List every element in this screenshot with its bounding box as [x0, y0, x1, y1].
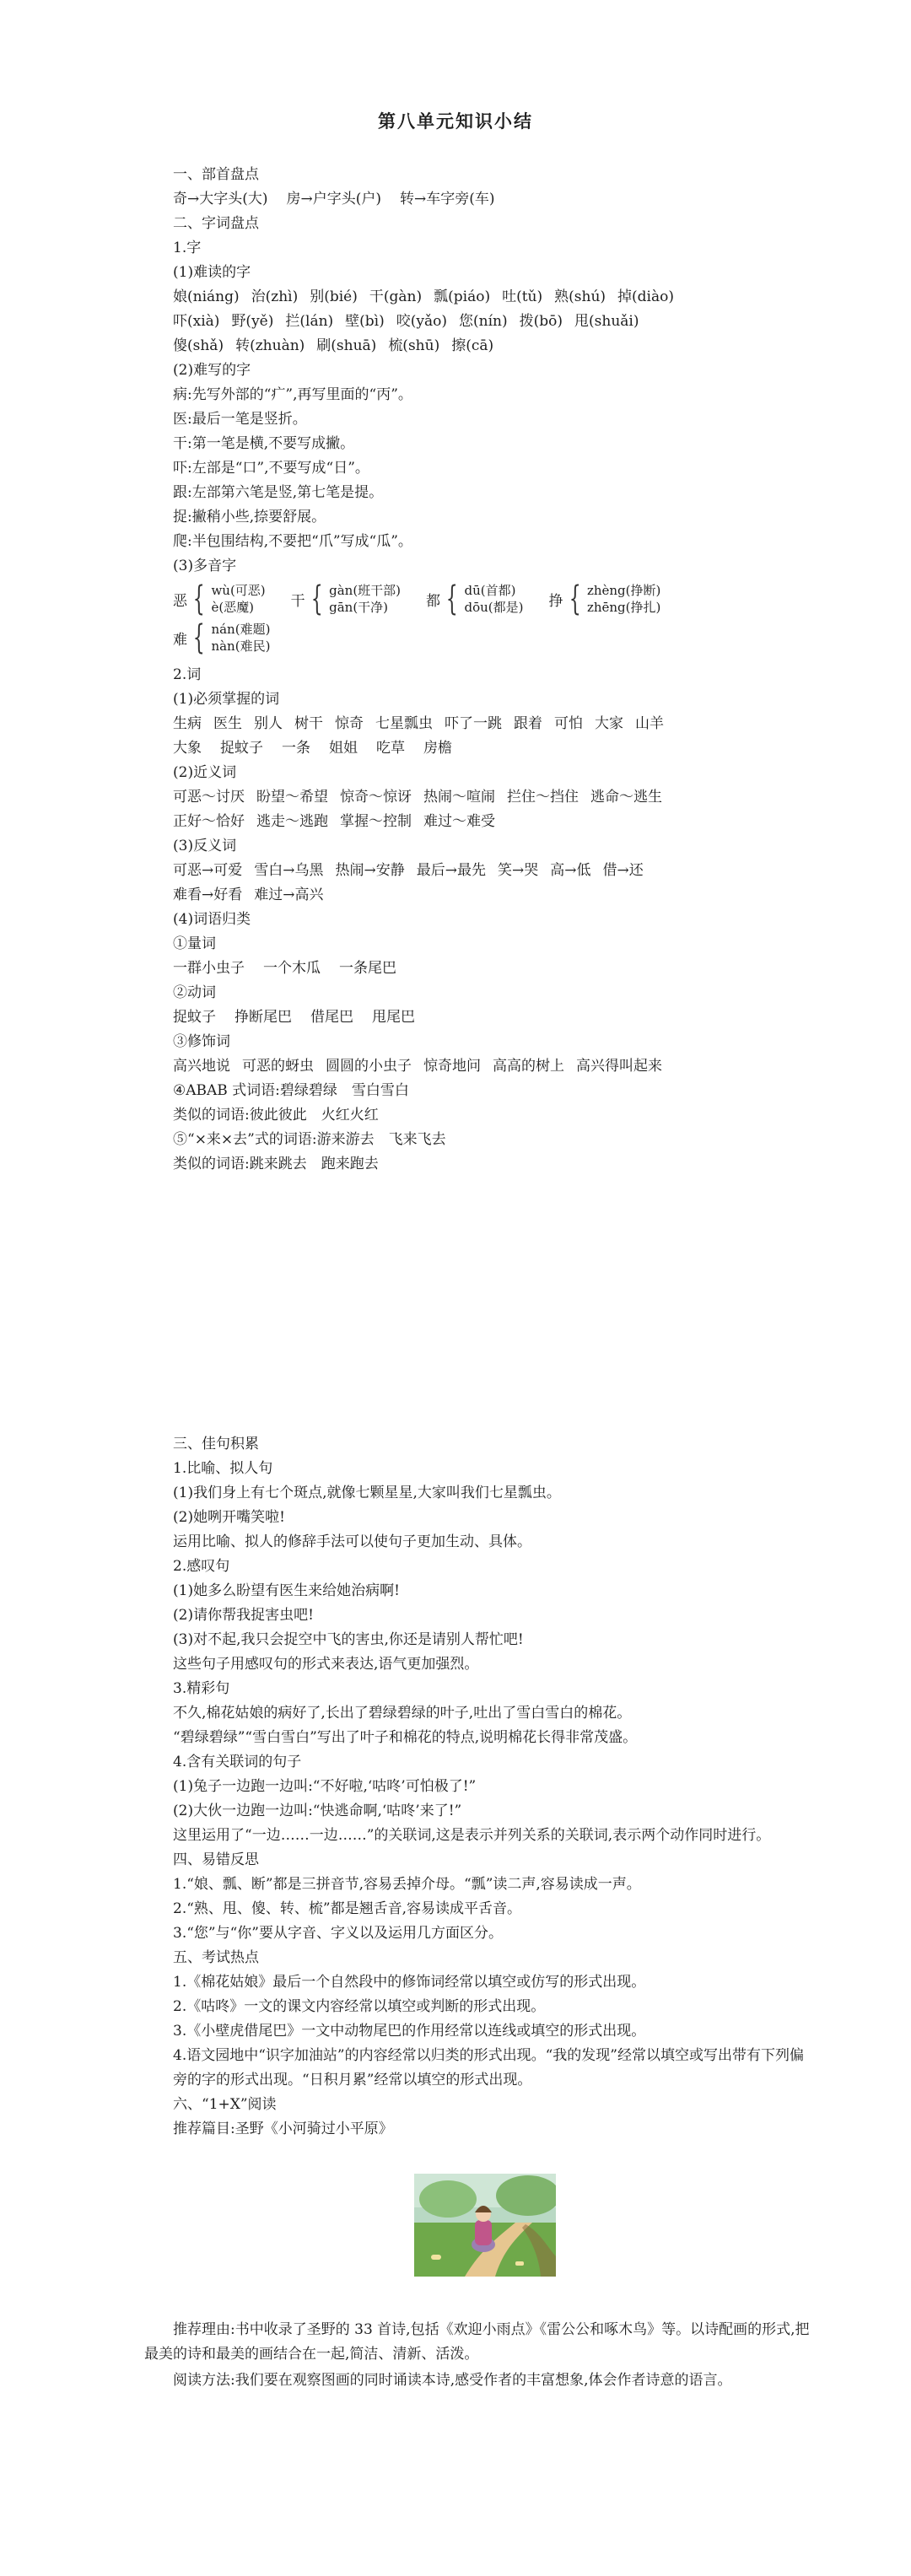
hard-read-char: 吓(xià): [173, 313, 220, 330]
antonym-pair: 最后→最先: [416, 862, 486, 879]
verb-word: 捉蚊子: [173, 1009, 216, 1026]
hard-write-line: 爬:半包围结构,不要把“爪”写成“瓜”。: [173, 533, 412, 550]
modifier-heading: ③修饰词: [173, 1033, 230, 1050]
antonym-pair: 高→低: [550, 862, 591, 879]
reason-paragraph: [144, 2318, 814, 2367]
must-word: 医生: [213, 715, 242, 732]
must-word: 可怕: [554, 715, 583, 732]
hard-read-char: 拦(lán): [285, 313, 334, 330]
measure-word-heading: ①量词: [173, 935, 216, 952]
hard-read-char: 熟(shú): [554, 288, 606, 305]
synonym-pair: 难过～难受: [423, 813, 495, 830]
hard-read-char: 干(gàn): [369, 288, 423, 305]
zi-heading: 1.字: [173, 240, 202, 256]
conjunction-paragraph-text: 这里运用了“一边……一边……”的关联词,这是表示并列关系的关联词,表示两个动作同时进行。: [173, 1827, 771, 1844]
ci-heading: 2.词: [173, 666, 202, 683]
antonym-pair: 热闹→安静: [335, 862, 405, 879]
must-word: 生病: [173, 715, 202, 732]
hard-read-char: 傻(shǎ): [173, 337, 224, 354]
hard-read-char: 吐(tǔ): [502, 288, 543, 305]
hard-read-row: [173, 310, 814, 334]
hard-write-line: 病:先写外部的“疒”,再写里面的“丙”。: [173, 386, 412, 403]
must-word: 树干: [294, 715, 323, 732]
conjunction-heading: 4.含有关联词的句子: [173, 1754, 302, 1770]
synonym-pair: 掌握～控制: [340, 813, 412, 830]
must-word: 一条: [282, 740, 310, 757]
brace-icon: {: [310, 579, 323, 618]
page-title: 第八单元知识小结: [378, 110, 533, 132]
modifier-word: 高兴地说: [173, 1058, 230, 1075]
sentence-line: (3)对不起,我只会捉空中飞的害虫,你还是请别人帮忙吧!: [173, 1631, 524, 1648]
must-word: 大家: [595, 715, 623, 732]
polyphone-reading: è(恶魔): [211, 600, 255, 615]
polyphone-reading: gàn(班干部): [329, 583, 402, 598]
hard-write-line: 吓:左部是“口”,不要写成“日”。: [173, 460, 369, 477]
abab-line: ④ABAB 式词语:碧绿碧绿 雪白雪白: [173, 1082, 409, 1099]
must-word: 别人: [254, 715, 283, 732]
verb-row: [173, 1005, 814, 1030]
verb-word: 借尾巴: [310, 1009, 353, 1026]
reason-text: 推荐理由:书中收录了圣野的 33 首诗,包括《欢迎小雨点》《雷公公和啄木鸟》等。以诗配画的形式,把最美的诗和最美的画结合在一起,简洁、清新、活泼。: [144, 2321, 810, 2363]
synonym-pair: 逃走～逃跑: [256, 813, 328, 830]
xlxq-line: ⑤“×来×去”式的词语:游来游去 飞来飞去: [173, 1131, 446, 1148]
polyphone-reading: zhèng(挣断): [586, 583, 661, 598]
must-word: 房檐: [423, 740, 452, 757]
radical-item: 房→户字头(户): [286, 191, 382, 207]
must-word: 七星瓢虫: [375, 715, 433, 732]
section-vocab: [173, 163, 814, 1177]
conjunction-paragraph: [144, 1824, 811, 1848]
section-4-heading: 四、易错反思: [173, 1851, 259, 1868]
sentence-line: “碧绿碧绿”“雪白雪白”写出了叶子和棉花的特点,说明棉花长得非常茂盛。: [173, 1729, 638, 1746]
hard-read-char: 刷(shuā): [316, 337, 377, 354]
book-illustration: [414, 2174, 556, 2277]
hard-read-char: 咬(yǎo): [396, 313, 448, 330]
synonym-heading: (2)近义词: [173, 764, 237, 781]
hard-read-row: [173, 334, 814, 358]
hard-read-char: 掉(diào): [617, 288, 674, 305]
sentence-line: (1)我们身上有七个斑点,就像七颗星星,大家叫我们七星瓢虫。: [173, 1485, 561, 1501]
hard-read-char: 壁(bì): [345, 313, 385, 330]
hard-write-line: 医:最后一笔是竖折。: [173, 411, 307, 428]
polyphone-char: 干: [290, 592, 305, 610]
synonym-pair: 逃命～逃生: [590, 789, 662, 806]
polyphone-reading: dū(首都): [464, 583, 516, 598]
modifier-word: 惊奇地问: [423, 1058, 481, 1075]
brace-icon: {: [569, 579, 581, 618]
sentence-line: (2)大伙一边跑一边叫:“快逃命啊,‘咕咚’来了!”: [173, 1803, 462, 1819]
exam-line: 3.《小壁虎借尾巴》一文中动物尾巴的作用经常以连线或填空的形式出现。: [173, 2023, 646, 2040]
synonym-pair: 拦住～挡住: [507, 789, 579, 806]
fine-sentence-heading: 3.精彩句: [173, 1680, 230, 1697]
synonym-pair: 盼望～希望: [256, 789, 328, 806]
must-word: 大象: [173, 740, 202, 757]
brace-icon: {: [192, 618, 205, 657]
must-word: 吃草: [376, 740, 405, 757]
hard-write-line: 干:第一笔是横,不要写成撇。: [173, 435, 355, 452]
sentence-line: (1)她多么盼望有医生来给她治病啊!: [173, 1582, 400, 1599]
mistake-line: 2.“熟、甩、傻、转、梳”都是翘舌音,容易读成平舌音。: [173, 1900, 522, 1917]
antonym-pair: 难过→高兴: [254, 887, 324, 903]
synonym-pair: 热闹～喧闹: [423, 789, 495, 806]
modifier-word: 高高的树上: [493, 1058, 564, 1075]
synonym-row: [173, 785, 814, 810]
antonym-pair: 雪白→乌黑: [254, 862, 324, 879]
radical-item: 奇→大字头(大): [173, 191, 268, 207]
sentence-line: 不久,棉花姑娘的病好了,长出了碧绿碧绿的叶子,吐出了雪白雪白的棉花。: [173, 1705, 632, 1722]
antonym-pair: 可恶→可爱: [173, 862, 243, 879]
measure-word: 一个木瓜: [263, 960, 321, 977]
mistake-line: 1.“娘、瓢、断”都是三拼音节,容易丢掉介母。“瓢”读二声,容易读成一声。: [173, 1876, 641, 1893]
illustration-image: [414, 2174, 556, 2277]
hard-read-char: 拨(bō): [519, 313, 563, 330]
recommend-line: 推荐篇目:圣野《小河骑过小平原》: [173, 2121, 393, 2137]
must-row: [173, 736, 814, 761]
polyphone-char: 挣: [548, 592, 563, 610]
hard-read-char: 甩(shuǎi): [574, 313, 639, 330]
exam-line: 1.《棉花姑娘》最后一个自然段中的修饰词经常以填空或仿写的形式出现。: [173, 1974, 646, 1991]
synonym-pair: 惊奇～惊讶: [340, 789, 412, 806]
section-1-heading: 一、部首盘点: [173, 166, 259, 183]
hard-write-heading: (2)难写的字: [173, 362, 251, 379]
verb-word: 甩尾巴: [372, 1009, 415, 1026]
section-2-heading: 二、字词盘点: [173, 215, 259, 232]
mistake-line: 3.“您”与“你”要从字音、字义以及运用几方面区分。: [173, 1925, 503, 1942]
sentence-line: 运用比喻、拟人的修辞手法可以使句子更加生动、具体。: [173, 1533, 531, 1550]
polyphone-item: [290, 579, 402, 618]
antonym-pair: 难看→好看: [173, 887, 243, 903]
hard-write-line: 跟:左部第六笔是竖,第七笔是提。: [173, 484, 384, 501]
polyphone-reading: wù(可恶): [211, 583, 266, 598]
modifier-word: 高兴得叫起来: [576, 1058, 662, 1075]
hard-read-row: [173, 285, 814, 310]
hard-write-line: 捉:撇稍小些,捺要舒展。: [173, 509, 326, 525]
hard-read-char: 治(zhì): [251, 288, 299, 305]
brace-icon: {: [445, 579, 458, 618]
must-word: 跟着: [514, 715, 542, 732]
sentence-line: (2)请你帮我捉害虫吧!: [173, 1607, 314, 1624]
polyphone-reading: zhēng(挣扎): [586, 600, 661, 615]
polyphone-char: 难: [173, 631, 187, 649]
hard-read-char: 梳(shū): [388, 337, 440, 354]
synonym-pair: 正好～恰好: [173, 813, 245, 830]
synonym-row: [173, 810, 814, 834]
antonym-pair: 笑→哭: [498, 862, 539, 879]
radical-item: 转→车字旁(车): [400, 191, 495, 207]
hard-read-char: 转(zhuàn): [235, 337, 305, 354]
modifier-word: 圆圆的小虫子: [326, 1058, 412, 1075]
antonym-row: [173, 859, 814, 883]
polyphone-reading: nán(难题): [211, 622, 271, 637]
hard-read-char: 野(yě): [231, 313, 274, 330]
brace-icon: {: [192, 579, 205, 618]
verb-heading: ②动词: [173, 984, 216, 1001]
must-word: 捉蚊子: [220, 740, 263, 757]
hard-read-char: 擦(cā): [451, 337, 494, 354]
must-row: [173, 712, 814, 736]
section-3-heading: 三、佳句积累: [173, 1436, 259, 1452]
exam-paragraph: 4.语文园地中“识字加油站”的内容经常以归类的形式出现。“我的发现”经常以填空或写出带有下列偏旁的字的形式出现。“日积月累”经常以填空的形式出现。: [173, 2047, 804, 2088]
polyphone-row: [173, 618, 814, 657]
polyphone-item: [548, 579, 661, 618]
polyphone-reading: dōu(都是): [464, 600, 524, 615]
sentence-line: 这些句子用感叹句的形式来表达,语气更加强烈。: [173, 1656, 479, 1673]
modifier-row: [173, 1054, 814, 1079]
exclamation-heading: 2.感叹句: [173, 1558, 230, 1575]
must-word: 山羊: [635, 715, 664, 732]
polyphone-char: 恶: [173, 592, 187, 610]
section-5-heading: 五、考试热点: [173, 1949, 259, 1966]
exam-line: 2.《咕咚》一文的课文内容经常以填空或判断的形式出现。: [173, 1998, 546, 2015]
section-reading: [144, 2318, 814, 2393]
section-sentences: [173, 1432, 814, 2142]
hard-read-heading: (1)难读的字: [173, 264, 251, 281]
modifier-word: 可恶的蚜虫: [242, 1058, 314, 1075]
hard-read-char: 娘(niáng): [173, 288, 240, 305]
category-heading: (4)词语归类: [173, 911, 251, 928]
must-word: 惊奇: [335, 715, 364, 732]
abab-similar-line: 类似的词语:彼此彼此 火红火红: [173, 1107, 379, 1124]
polyphone-reading: gān(干净): [329, 600, 389, 615]
sentence-line: (1)兔子一边跑一边叫:“不好啦,‘咕咚’可怕极了!”: [173, 1778, 477, 1795]
section-6-heading: 六、“1+X”阅读: [173, 2096, 277, 2113]
must-heading: (1)必须掌握的词: [173, 691, 280, 708]
polyphone-item: [426, 579, 524, 618]
polyphone-reading: nàn(难民): [211, 639, 271, 654]
measure-word: 一条尾巴: [339, 960, 396, 977]
antonym-heading: (3)反义词: [173, 838, 237, 854]
antonym-pair: 借→还: [602, 862, 644, 879]
verb-word: 挣断尾巴: [234, 1009, 292, 1026]
sentence-line: (2)她咧开嘴笑啦!: [173, 1509, 285, 1526]
synonym-pair: 可恶～讨厌: [173, 789, 245, 806]
metaphor-heading: 1.比喻、拟人句: [173, 1460, 273, 1477]
antonym-row: [173, 883, 814, 908]
measure-word-row: [173, 957, 814, 981]
polyphone-heading: (3)多音字: [173, 558, 237, 574]
must-word: 吓了一跳: [445, 715, 502, 732]
method-paragraph: [144, 2369, 814, 2393]
polyphone-row: [173, 579, 814, 618]
method-text: 阅读方法:我们要在观察图画的同时诵读本诗,感受作者的丰富想象,体会作者诗意的语言。: [173, 2372, 732, 2389]
radical-line: [173, 187, 814, 212]
polyphone-item: [173, 579, 266, 618]
hard-read-char: 您(nín): [459, 313, 508, 330]
polyphone-char: 都: [426, 592, 441, 610]
polyphone-item: [173, 618, 271, 657]
hard-read-char: 瓢(piáo): [434, 288, 491, 305]
must-word: 姐姐: [329, 740, 358, 757]
measure-word: 一群小虫子: [173, 960, 245, 977]
xlxq-similar-line: 类似的词语:跳来跳去 跑来跑去: [173, 1156, 379, 1172]
hard-read-char: 别(bié): [310, 288, 358, 305]
